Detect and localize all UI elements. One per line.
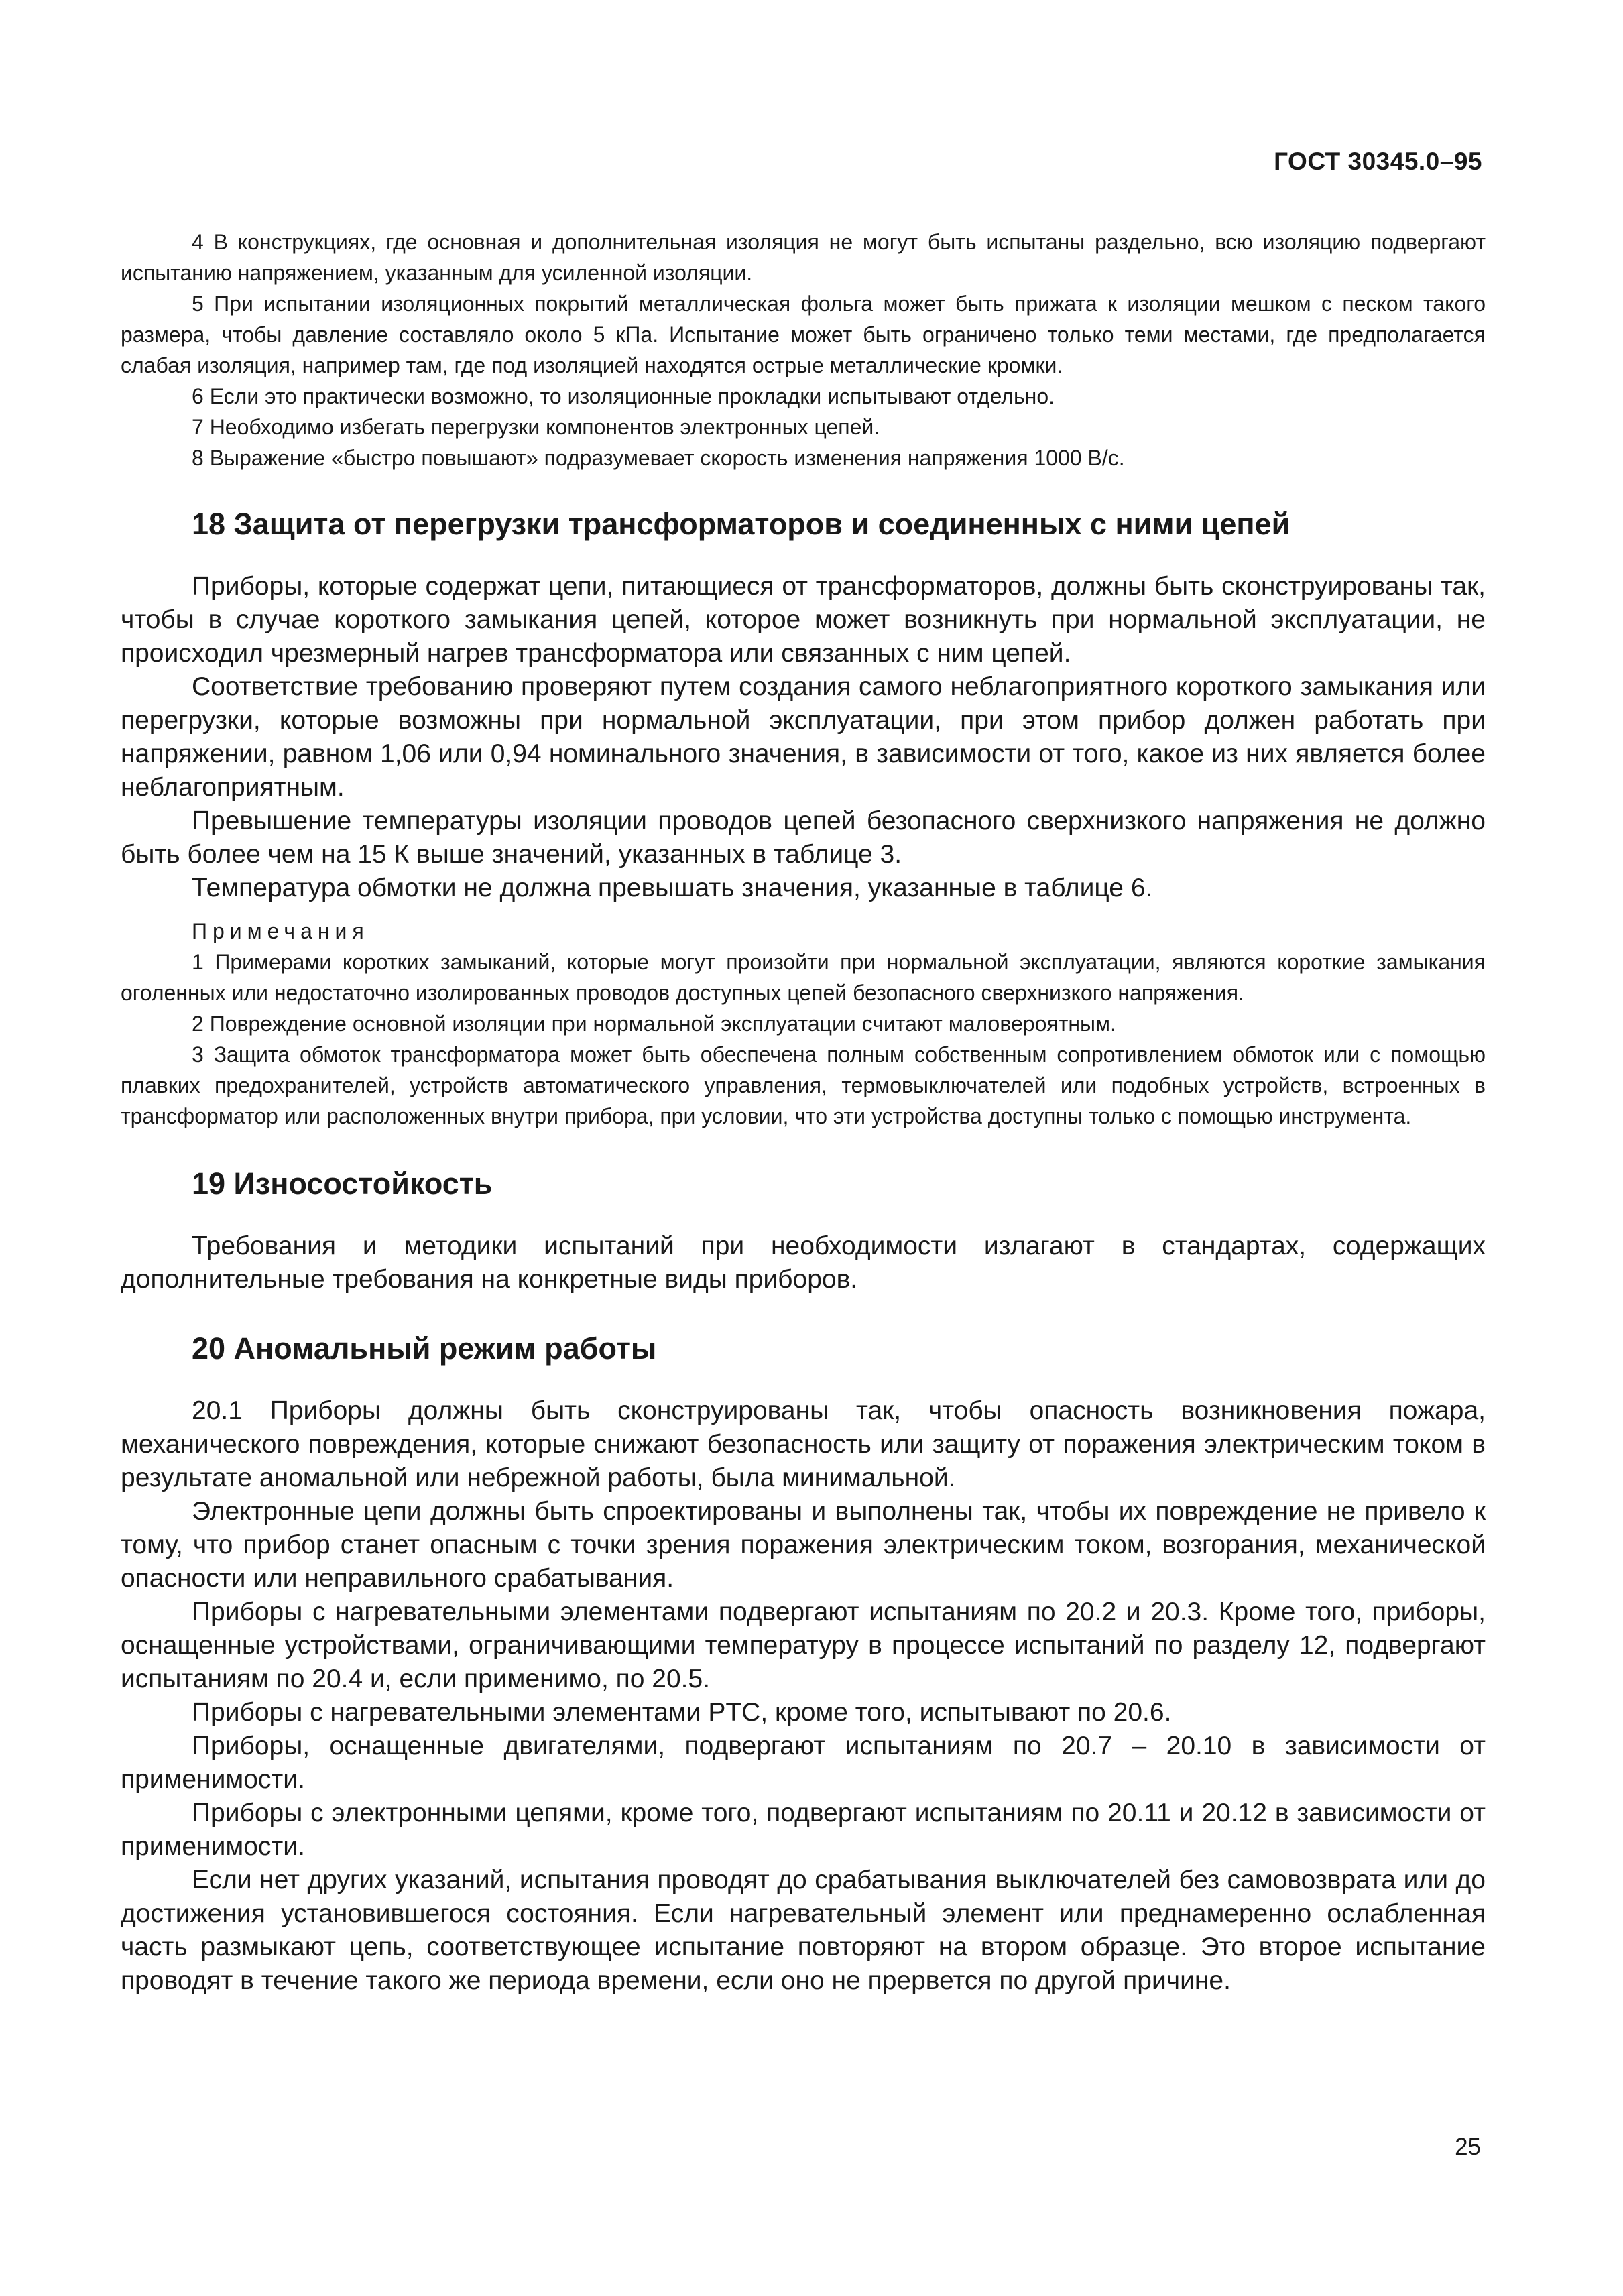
standard-code: ГОСТ 30345.0–95 <box>1274 147 1482 175</box>
section-20-title: 20 Аномальный режим работы <box>192 1331 657 1366</box>
section-18-notes <box>121 916 1486 1132</box>
note-item: 7 Необходимо избегать перегрузки компонентов электронных цепей. <box>192 415 880 439</box>
section-18-body <box>121 570 1486 905</box>
paragraph: Температура обмотки не должна превышать значения, указанные в таблице 6. <box>192 873 1153 902</box>
note-item: 1 Примерами коротких замыканий, которые могут произойти при нормальной эксплуатации, являются короткие замыкания оголенных или недостаточно изолированных проводов доступных цепей безопасного сверхнизкого напряжения. <box>121 950 1486 1005</box>
paragraph: Требования и методики испытаний при необходимости излагают в стандартах, содержащих дополнительные требования на конкретные виды приборов. <box>121 1231 1486 1294</box>
note-item: 4 В конструкциях, где основная и дополнительная изоляция не могут быть испытаны раздельно, всю изоляцию подвергают испытанию напряжением, указанным для усиленной изоляции. <box>121 230 1486 285</box>
paragraph: Приборы с нагревательными элементами PTC, кроме того, испытывают по 20.6. <box>192 1698 1172 1727</box>
paragraph: Соответствие требованию проверяют путем создания самого неблагоприятного короткого замыкания или перегрузки, которые возможны при нормальной эксплуатации, при этом прибор должен работать при напряжении, равном 1,06 или 0,94 номинального значения, в зависимости от того, какое из них является более неблагоприятным. <box>121 672 1486 802</box>
paragraph: 20.1 Приборы должны быть сконструированы так, чтобы опасность возникновения пожара, механического повреждения, которые снижают безопасность или защиту от поражения электрическим током в результате аномальной или небрежной работы, была минимальной. <box>121 1396 1486 1492</box>
note-item: 8 Выражение «быстро повышают» подразумевает скорость изменения напряжения 1000 В/с. <box>192 446 1125 470</box>
note-item: 6 Если это практически возможно, то изоляционные прокладки испытывают отдельно. <box>192 384 1055 408</box>
note-item: 2 Повреждение основной изоляции при нормальной эксплуатации считают маловероятным. <box>192 1012 1116 1036</box>
section-19-body <box>121 1229 1486 1296</box>
page-content <box>121 227 1486 1998</box>
section-18-title: 18 Защита от перегрузки трансформаторов и соединенных с ними цепей <box>192 507 1290 541</box>
paragraph: Превышение температуры изоляции проводов цепей безопасного сверхнизкого напряжения не должно быть более чем на 15 К выше значений, указанных в таблице 3. <box>121 806 1486 869</box>
page-number: 25 <box>1455 2134 1481 2160</box>
top-notes <box>121 227 1486 473</box>
section-19-title: 19 Износостойкость <box>192 1166 493 1201</box>
note-item: 3 Защита обмоток трансформатора может быть обеспечена полным собственным сопротивлением обмоток или с помощью плавких предохранителей, устройств автоматического управления, термовыключателей или подобных устройств, встроенных в трансформатор или расположенных внутри прибора, при условии, что эти устройства доступны только с помощью инструмента. <box>121 1042 1486 1128</box>
note-item: 5 При испытании изоляционных покрытий металлическая фольга может быть прижата к изоляции мешком с песком такого размера, чтобы давление составляло около 5 кПа. Испытание может быть ограничено только теми местами, где предполагается слабая изоляция, например там, где под изоляцией находятся острые металлические кромки. <box>121 292 1486 377</box>
paragraph: Если нет других указаний, испытания проводят до срабатывания выключателей без самовозврата или до достижения установившегося состояния. Если нагревательный элемент или преднамеренно ослабленная часть размыкают цепь, соответствующее испытание повторяют на втором образце. Это второе испытание проводят в течение такого же периода времени, если оно не прервется по другой причине. <box>121 1866 1486 1995</box>
section-20-body <box>121 1394 1486 1998</box>
paragraph: Приборы, оснащенные двигателями, подвергают испытаниям по 20.7 – 20.10 в зависимости от применимости. <box>121 1732 1486 1794</box>
notes-heading: Примечания <box>192 919 369 943</box>
paragraph: Приборы с электронными цепями, кроме того, подвергают испытаниям по 20.11 и 20.12 в зависимости от применимости. <box>121 1799 1486 1861</box>
paragraph: Приборы с нагревательными элементами подвергают испытаниям по 20.2 и 20.3. Кроме того, приборы, оснащенные устройствами, ограничивающими температуру в процессе испытаний по разделу 12, подвергают испытаниям по 20.4 и, если применимо, по 20.5. <box>121 1597 1486 1693</box>
paragraph: Приборы, которые содержат цепи, питающиеся от трансформаторов, должны быть сконструированы так, чтобы в случае короткого замыкания цепей, которое может возникнуть при нормальной эксплуатации, не происходил чрезмерный нагрев трансформатора или связанных с ним цепей. <box>121 572 1486 668</box>
paragraph: Электронные цепи должны быть спроектированы и выполнены так, чтобы их повреждение не привело к тому, что прибор станет опасным с точки зрения поражения электрическим током, возгорания, механической опасности или неправильного срабатывания. <box>121 1497 1486 1593</box>
